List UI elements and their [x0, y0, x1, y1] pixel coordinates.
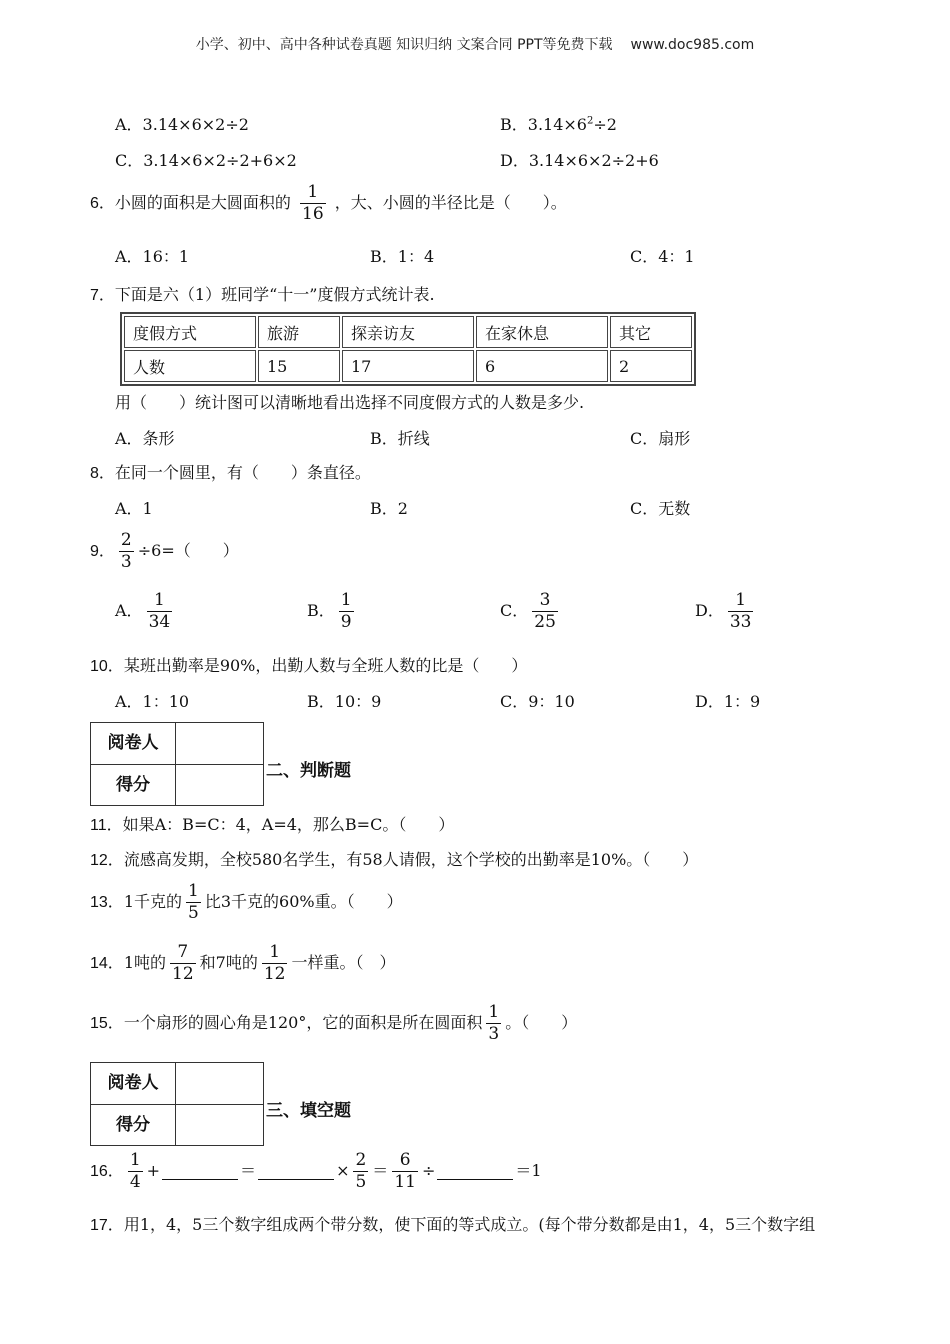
q12-stem: 12．流感高发期，全校580名学生，有58人请假，这个学校的出勤率是10%。（ ）	[90, 850, 699, 869]
q9-option-d: D． $\frac{1}{33}$	[695, 590, 752, 632]
q5-option-c: C．3.14×6×2÷2+6×2	[115, 151, 297, 170]
q7-option-b: B．折线	[370, 429, 430, 448]
score-label: 得分	[91, 1105, 176, 1146]
header-text: 小学、初中、高中各种试卷真题 知识归纳 文案合同 PPT等免费下载	[195, 37, 613, 53]
table-cell: 15	[258, 350, 340, 382]
q6-number: 6．	[90, 195, 115, 212]
table-cell: 在家休息	[476, 316, 608, 348]
q8-option-b: B．2	[370, 499, 408, 518]
q14-stem: 14．1吨的 $\frac{7}{12}$ 和7吨的 $\frac{1}{12}$ 一样重。（ ）	[90, 942, 396, 984]
q8-stem: 8．在同一个圆里，有（ ）条直径。	[90, 463, 371, 482]
q5-option-b: B．$3.14\times 6^2\div 2$	[500, 115, 617, 134]
q9-option-a: A． $\frac{1}{34}$	[115, 590, 171, 632]
answer-blank[interactable]	[258, 1165, 334, 1180]
table-row	[124, 350, 692, 382]
q9-fraction: $\frac{2}{3}$	[120, 530, 132, 572]
page-header	[0, 34, 950, 54]
q7-option-c: C．扇形	[630, 429, 691, 448]
q16-stem: 16． $\frac{1}{4}$ + ＝ × $\frac{2}{5}$ ＝ $\frac{6}{11}$ ÷ ＝1	[90, 1150, 542, 1192]
reviewer-label: 阅卷人	[91, 723, 176, 764]
header-site: www.doc985.com	[630, 37, 755, 53]
q10-option-d: D．1：9	[695, 692, 761, 711]
table-cell: 度假方式	[124, 316, 256, 348]
q7-stem: 7．下面是六（1）班同学“十一”度假方式统计表.	[90, 285, 435, 304]
q17-stem: 17．用1，4，5三个数字组成两个带分数，使下面的等式成立。(每个带分数都是由1，4，5三个数字组	[90, 1215, 816, 1234]
q5-option-d: D．3.14×6×2÷2+6	[500, 151, 659, 170]
q5-option-a: A．3.14×6×2÷2	[115, 115, 249, 134]
q13-stem: 13．1千克的 $\frac{1}{5}$ 比3千克的60%重。（ ）	[90, 881, 403, 923]
q7-follow-text: 用（ ）统计图可以清晰地看出选择不同度假方式的人数是多少.	[115, 393, 585, 412]
score-box	[90, 1062, 264, 1146]
table-cell: 17	[342, 350, 474, 382]
q6-option-c: C．4：1	[630, 247, 695, 266]
q10-option-c: C．9：10	[500, 692, 575, 711]
score-label: 得分	[91, 765, 176, 806]
answer-blank[interactable]	[162, 1165, 238, 1180]
q8-option-c: C．无数	[630, 499, 691, 518]
table-cell: 探亲访友	[342, 316, 474, 348]
q13-fraction: $\frac{1}{5}$	[188, 881, 199, 923]
q6-option-a: A．16：1	[115, 247, 190, 266]
answer-blank[interactable]	[437, 1165, 513, 1180]
q8-option-a: A．1	[115, 499, 153, 518]
section-title: 三、填空题	[266, 1101, 351, 1121]
table-cell: 6	[476, 350, 608, 382]
table-header-row	[124, 316, 692, 348]
q9-stem: 9． $\frac{2}{3}$ ÷6=（ ）	[90, 530, 239, 572]
q10-stem: 10．某班出勤率是90%，出勤人数与全班人数的比是（ ）	[90, 656, 528, 675]
q9-option-b: B． $\frac{1}{9}$	[307, 590, 352, 632]
table-cell: 2	[610, 350, 692, 382]
q9-option-c: C． $\frac{3}{25}$	[500, 590, 556, 632]
q6-stem: 6．小圆的面积是大圆面积的 $\frac{1}{16}$ ，大、小圆的半径比是（ ）。	[90, 182, 567, 224]
vacation-stats-table	[120, 312, 696, 386]
q10-option-a: A．1：10	[115, 692, 190, 711]
reviewer-label: 阅卷人	[91, 1063, 176, 1104]
q11-stem: 11．如果A：B=C：4，A=4，那么B=C。（ ）	[90, 815, 455, 834]
table-cell: 其它	[610, 316, 692, 348]
q7-option-a: A．条形	[115, 429, 175, 448]
table-cell: 旅游	[258, 316, 340, 348]
q10-option-b: B．10：9	[307, 692, 382, 711]
section-title: 二、判断题	[266, 761, 351, 781]
score-box	[90, 722, 264, 806]
q15-stem: 15．一个扇形的圆心角是120°，它的面积是所在圆面积 $\frac{1}{3}$ 。（ ）	[90, 1002, 578, 1044]
q6-fraction: $\frac{1}{16}$	[302, 182, 324, 224]
q6-option-b: B．1：4	[370, 247, 435, 266]
table-cell: 人数	[124, 350, 256, 382]
